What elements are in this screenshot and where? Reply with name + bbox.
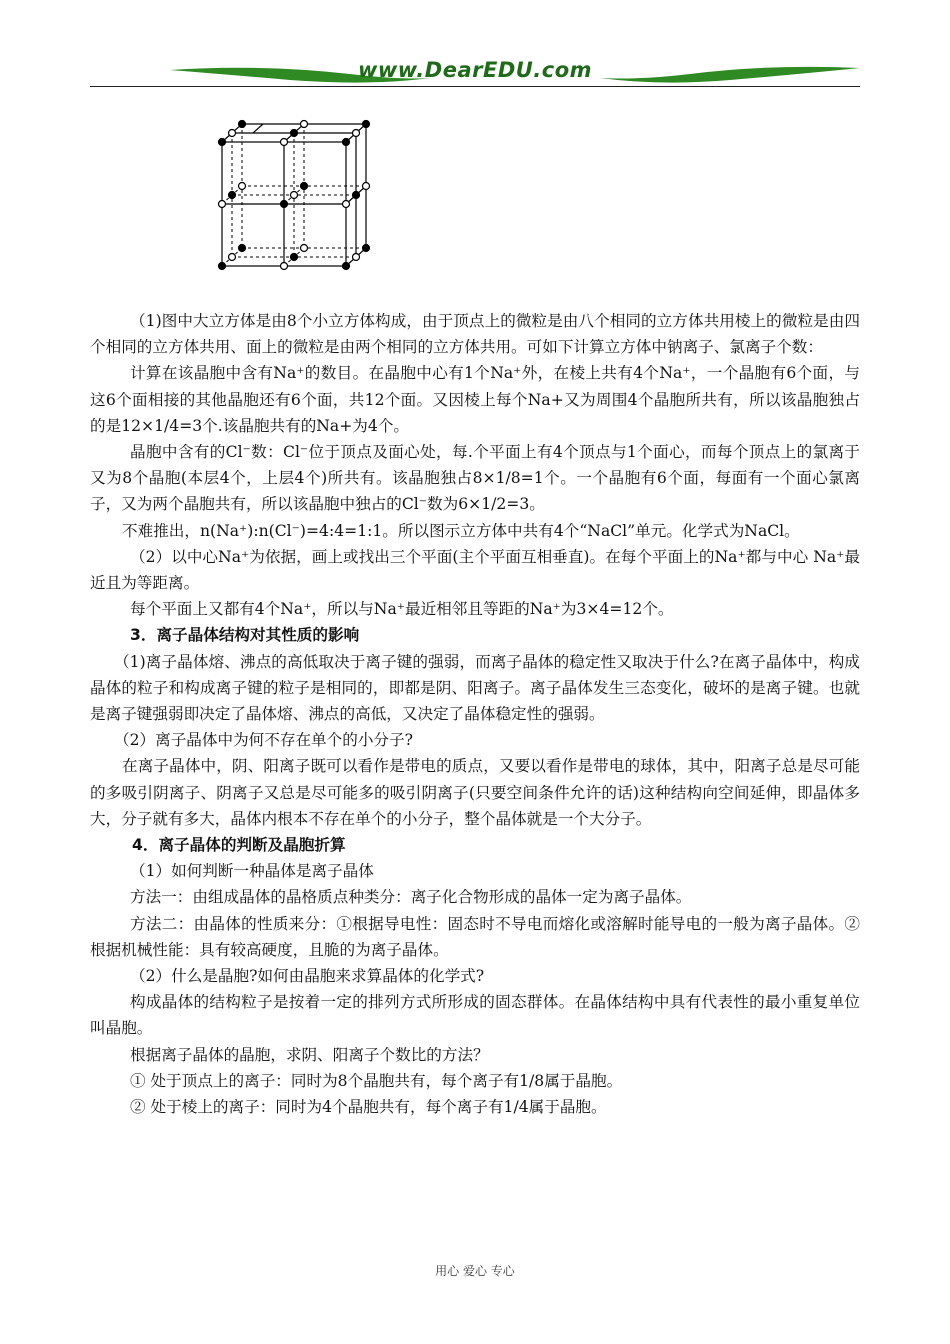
paragraph: 不难推出，n(Na⁺):n(Cl⁻)=4:4=1:1。所以图示立方体中共有4个“NaCl”单元。化学式为NaCl。 [122, 521, 800, 540]
right-swoosh-decoration [600, 60, 860, 86]
header-rule [90, 86, 860, 87]
paragraph: （2）什么是晶胞?如何由晶胞来求算晶体的化学式? [130, 967, 485, 986]
section-heading: 3．离子晶体结构对其性质的影响 [130, 626, 360, 645]
paragraph: 每个平面上又都有4个Na⁺，所以与Na⁺最近相邻且等距的Na⁺为3×4=12个。 [130, 600, 674, 619]
paragraph: （1)离子晶体熔、沸点的高低取决于离子键的强弱，而离子晶体的稳定性又取决于什么?在离子晶体中，构成晶体的粒子和构成离子键的粒子是相同的，即都是阴、阳离子。离子晶体发生三态变化，破坏的是离子键。也就是离子键强弱即决定了晶体熔、沸点的高低，又决定了晶体稳定性的强弱。 [90, 652, 860, 724]
site-logo[interactable]: www.DearEDU.com [357, 58, 593, 82]
paragraph: 在离子晶体中，阴、阳离子既可以看作是带电的质点，又要以看作是带电的球体，其中，阳离子总是尽可能的多吸引阴离子、阴离子又总是尽可能多的吸引阴离子(只要空间条件允许的话)这种结构向空间延伸，即晶体多大，分子就有多大，晶体内根本不存在单个的小分子，整个晶体就是一个大分子。 [90, 757, 860, 828]
paragraph: （2）离子晶体中为何不存在单个的小分子? [114, 731, 413, 750]
document-body [90, 308, 860, 1120]
paragraph: 计算在该晶胞中含有Na⁺的数目。在晶胞中心有1个Na⁺外，在棱上共有4个Na⁺，一个晶胞有6个面，与这6个面相接的其他晶胞还有6个面，共12个面。又因棱上每个Na+又为周围4个晶胞所共有，所以该晶胞独占的是12×1/4=3个.该晶胞共有的Na+为4个。 [90, 364, 860, 435]
paragraph: （1)图中大立方体是由8个小立方体构成，由于顶点上的微粒是由八个相同的立方体共用棱上的微粒是由四个相同的立方体共用、面上的微粒是由两个相同的立方体共用。可如下计算立方体中钠离子、氯离子个数： [90, 312, 860, 357]
paragraph: ① 处于顶点上的离子：同时为8个晶胞共有，每个离子有1/8属于晶胞。 [130, 1071, 623, 1090]
section-heading: 4．离子晶体的判断及晶胞折算 [132, 836, 346, 855]
paragraph: 根据离子晶体的晶胞，求阴、阳离子个数比的方法？ [130, 1045, 489, 1064]
paragraph: ② 处于棱上的离子：同时为4个晶胞共有，每个离子有1/4属于晶胞。 [130, 1098, 607, 1117]
page-footer: 用心 爱心 专心 [435, 1264, 515, 1278]
paragraph: 方法二：由晶体的性质来分：①根据导电性：固态时不导电而熔化或溶解时能导电的一般为离子晶体。②根据机械性能：具有较高硬度，且脆的为离子晶体。 [90, 914, 860, 959]
paragraph: 方法一：由组成晶体的晶格质点种类分：离子化合物形成的晶体一定为离子晶体。 [130, 888, 692, 907]
paragraph: 构成晶体的结构粒子是按着一定的排列方式所形成的固态群体。在晶体结构中具有代表性的最小重复单位叫晶胞。 [90, 993, 860, 1038]
paragraph: （1）如何判断一种晶体是离子晶体 [130, 862, 374, 881]
paragraph: （2）以中心Na⁺为依据，画上或找出三个平面(主个平面互相垂直)。在每个平面上的Na⁺都与中心 Na⁺最近且为等距离。 [90, 547, 860, 593]
nacl-crystal-lattice-icon [210, 112, 385, 272]
page-header [90, 56, 860, 94]
paragraph: 晶胞中含有的Cl⁻数：Cl⁻位于顶点及面心处，每.个平面上有4个顶点与1个面心，而每个顶点上的氯离于又为8个晶胞(本层4个，上层4个)所共有。该晶胞独占8×1/8=1个。一个晶胞有6个面，每面有一个面心氯离子，又为两个晶胞共有，所以该晶胞中独占的Cl⁻数为6×1/2=3。 [90, 443, 860, 514]
